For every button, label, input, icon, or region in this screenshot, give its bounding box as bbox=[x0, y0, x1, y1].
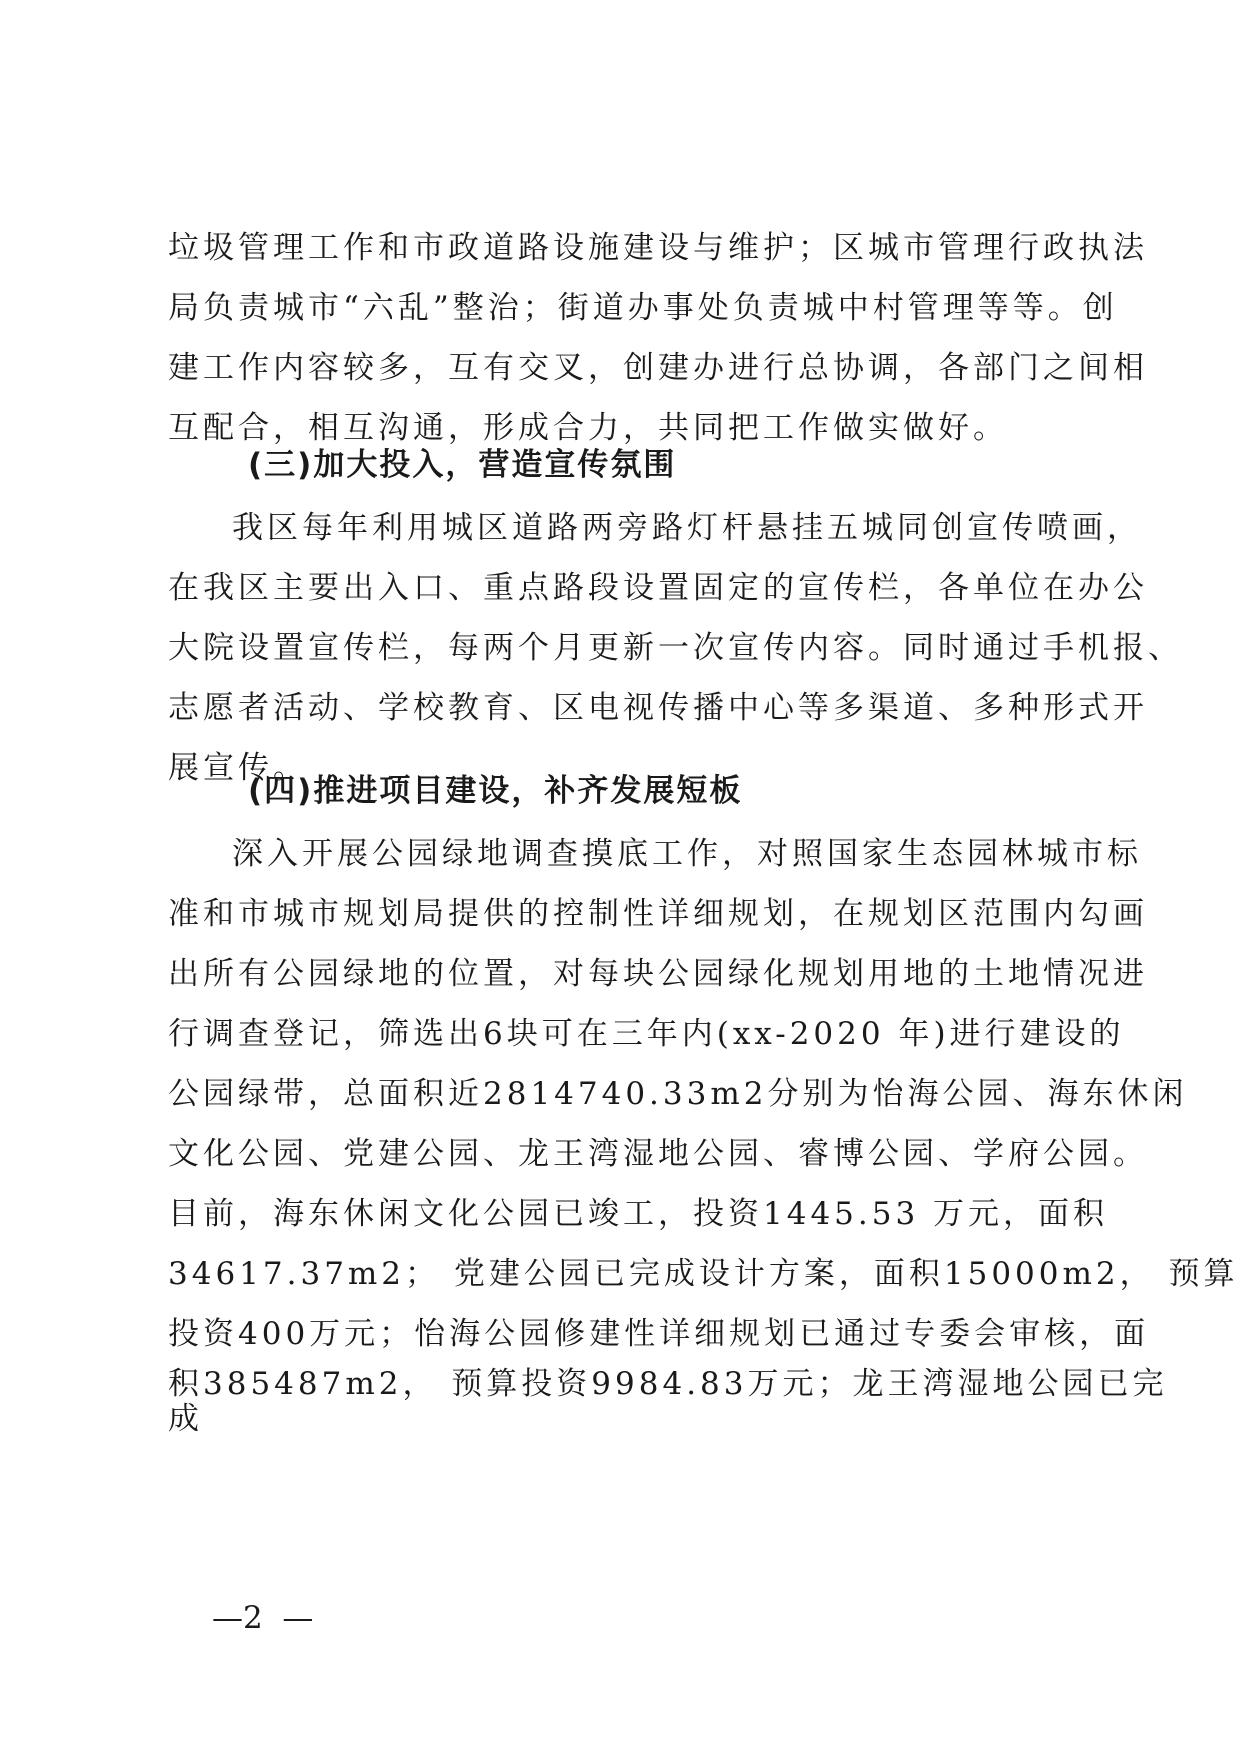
paragraph-line: 目前，海东休闲文化公园已竣工，投资1445.53 万元，面积 bbox=[168, 1196, 1109, 1232]
paragraph-line: 大院设置宣传栏，每两个月更新一次宣传内容。同时通过手机报、 bbox=[168, 630, 1183, 666]
paragraph-line: 行调查登记，筛选出6块可在三年内(xx-2020 年)进行建设的 bbox=[168, 1016, 1125, 1052]
paragraph-line: 建工作内容较多，互有交叉，创建办进行总协调，各部门之间相 bbox=[168, 350, 1148, 386]
body-text-section-1 bbox=[168, 218, 1148, 458]
section-3 bbox=[168, 432, 1183, 798]
paragraph-line: 文化公园、党建公园、龙王湾湿地公园、睿博公园、学府公园。 bbox=[168, 1136, 1148, 1172]
paragraph-line: 34617.37m2； 党建公园已完成设计方案，面积15000m2， 预算 bbox=[168, 1256, 1239, 1292]
section-heading-4: (四)推进项目建设，补齐发展短板 bbox=[248, 773, 743, 809]
paragraph-line: 出所有公园绿地的位置，对每块公园绿化规划用地的土地情况进 bbox=[168, 956, 1148, 992]
paragraph-line: 志愿者活动、学校教育、区电视传播中心等多渠道、多种形式开 bbox=[168, 690, 1148, 726]
paragraph-line: 我区每年利用城区道路两旁路灯杆悬挂五城同创宣传喷画， bbox=[232, 510, 1142, 546]
paragraph-line: 局负责城市“六乱”整治；街道办事处负责城中村管理等等。创 bbox=[168, 290, 1118, 326]
section-heading-3: (三)加大投入，营造宣传氛围 bbox=[248, 447, 677, 483]
paragraph-line: 积385487m2， 预算投资9984.83万元；龙王湾湿地公园已完 bbox=[168, 1366, 1168, 1402]
section-4 bbox=[168, 758, 1239, 1437]
paragraph-line: 深入开展公园绿地调查摸底工作，对照国家生态园林城市标 bbox=[232, 836, 1142, 872]
paragraph-line: 展宣传。 bbox=[168, 750, 308, 786]
paragraph-line: 成 bbox=[168, 1401, 199, 1437]
paragraph-line: 准和市城市规划局提供的控制性详细规划，在规划区范围内勾画 bbox=[168, 896, 1148, 932]
paragraph-line: 投资400万元；怡海公园修建性详细规划已通过专委会审核，面 bbox=[168, 1316, 1150, 1352]
page-number: —2 — bbox=[212, 1600, 314, 1636]
paragraph-line: 垃圾管理工作和市政道路设施建设与维护；区城市管理行政执法 bbox=[168, 230, 1148, 266]
paragraph-line: 互配合，相互沟通，形成合力，共同把工作做实做好。 bbox=[168, 410, 1008, 446]
paragraph-line: 在我区主要出入口、重点路段设置固定的宣传栏，各单位在办公 bbox=[168, 570, 1148, 606]
paragraph-line: 公园绿带，总面积近2814740.33m2分别为怡海公园、海东休闲 bbox=[168, 1076, 1188, 1112]
